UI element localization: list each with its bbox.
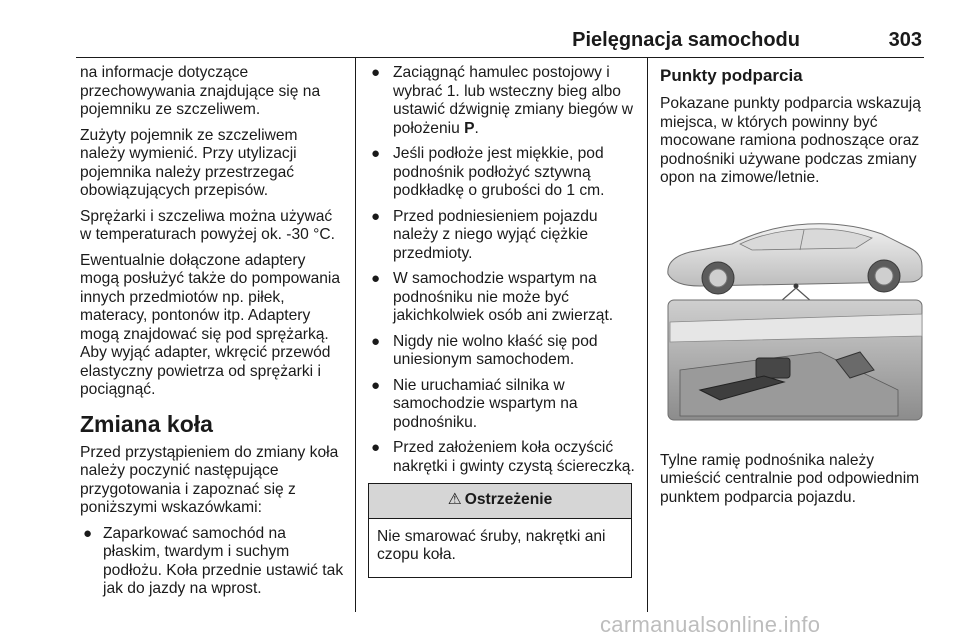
list-item	[368, 208, 636, 264]
warning-title: Ostrzeżenie	[464, 491, 553, 508]
car-lift-point-illustration	[660, 202, 926, 440]
gear-position-label: P	[464, 119, 475, 137]
paragraph-rear-lift-arm: Tylne ramię podnośnika należy umieścić centralnie pod odpowiednim punktem podparcia pojazdu.	[660, 451, 920, 506]
list-item	[80, 525, 344, 599]
list-item	[368, 145, 636, 201]
paragraph-storage-info: na informacje dotyczące przechowywania znajdujące się na pojemniku ze szczeliwem.	[80, 64, 321, 118]
watermark-text: carmanualsonline.info	[600, 612, 821, 637]
lift-arm-pad	[756, 358, 790, 378]
list-item-text: Przed podniesieniem pojazdu należy z niego wyjąć ciężkie przedmioty.	[393, 207, 598, 262]
warning-box	[368, 483, 632, 578]
wheel-change-list	[368, 64, 636, 476]
list-item: ● Zaciągnąć hamulec postojowy i wybrać 1. lub wsteczny bieg albo ustawić dźwignię zmiany biegów w położeniu P.	[371, 64, 634, 137]
list-item-text: Nigdy nie wolno kłaść się pod uniesionym samochodem.	[393, 332, 598, 368]
bullet-icon: ●	[83, 524, 93, 542]
lift-point-marker	[794, 283, 799, 288]
header-divider	[76, 57, 924, 58]
paragraph-temperature: Sprężarki i szczeliwa można używać w temperaturach powyżej ok. -30 °C.	[80, 207, 335, 243]
wheel-change-list-start	[80, 525, 344, 599]
bullet-icon: ●	[371, 145, 381, 162]
paragraph-support-points: Pokazane punkty podparcia wskazują miejsca, w których powinny być mocowane ramiona podnoszące oraz podnośniki używane podczas zmiany opon na zimowe/letnie.	[660, 95, 921, 186]
bullet-icon: ●	[371, 332, 381, 350]
list-item-text: Jeśli podłoże jest miękkie, pod podnośnik podłożyć sztywną podkładkę o grubości do 1 cm.	[393, 145, 605, 199]
section-heading-support-points: Punkty podparcia	[660, 66, 803, 85]
list-item-text: Zaparkować samochód na płaskim, twardym i suchym podłożu. Koła przednie ustawić tak jak do jazdy na wprost.	[103, 524, 344, 597]
paragraph-adapters: Ewentualnie dołączone adaptery mogą posłużyć także do pompowania innych przedmiotów np. piłek, materacy, pontonów itp. Adaptery mogą znajdować się pod sprężarką. Aby wyjąć adapter, wkręcić przewód elastyczny powietrza od sprężarki i pociągnąć.	[80, 251, 341, 398]
column-3	[660, 64, 928, 514]
bullet-icon: ●	[371, 270, 381, 287]
list-item	[368, 333, 636, 370]
column-divider-1	[355, 57, 356, 612]
list-item-text: W samochodzie wspartym na podnośniku nie może być jakichkolwiek osób ani zwierząt.	[393, 270, 614, 324]
section-heading-wheel-change: Zmiana koła	[80, 410, 213, 437]
list-item	[368, 439, 636, 476]
car-jack-point-image	[660, 202, 926, 440]
list-item	[368, 270, 636, 326]
paragraph-wheel-change-intro: Przed przystąpieniem do zmiany koła należy poczynić następujące przygotowania i zapoznać się z poniższymi wskazówkami:	[80, 443, 339, 516]
warning-text: Nie smarować śruby, nakrętki ani czopu koła.	[377, 527, 606, 563]
list-item-text: Nie uruchamiać silnika w samochodzie wspartym na podnośniku.	[393, 376, 578, 431]
page-number: 303	[888, 29, 922, 51]
column-divider-2	[647, 57, 648, 612]
bullet-icon: ●	[371, 439, 381, 456]
page-header-title: Pielęgnacja samochodu	[572, 29, 800, 51]
paragraph-used-container: Zużyty pojemnik ze szczeliwem należy wymienić. Przy utylizacji pojemnika należy przestrzegać obowiązujących przepisów.	[80, 126, 298, 199]
column-2	[368, 64, 636, 578]
bullet-icon: ●	[371, 207, 381, 225]
warning-triangle-icon: ⚠	[447, 491, 462, 508]
list-item	[368, 377, 636, 433]
list-item-text: Zaciągnąć hamulec postojowy i wybrać 1. lub wsteczny bieg albo ustawić dźwignię zmiany biegów w położeniu	[393, 64, 634, 137]
warning-header	[369, 484, 631, 519]
column-1	[80, 64, 344, 606]
list-item-text: Przed założeniem koła oczyścić nakrętki i gwinty czystą ściereczką.	[393, 439, 635, 475]
bullet-icon: ●	[371, 64, 381, 81]
underbody-detail-view	[668, 300, 922, 420]
bullet-icon: ●	[371, 376, 381, 394]
